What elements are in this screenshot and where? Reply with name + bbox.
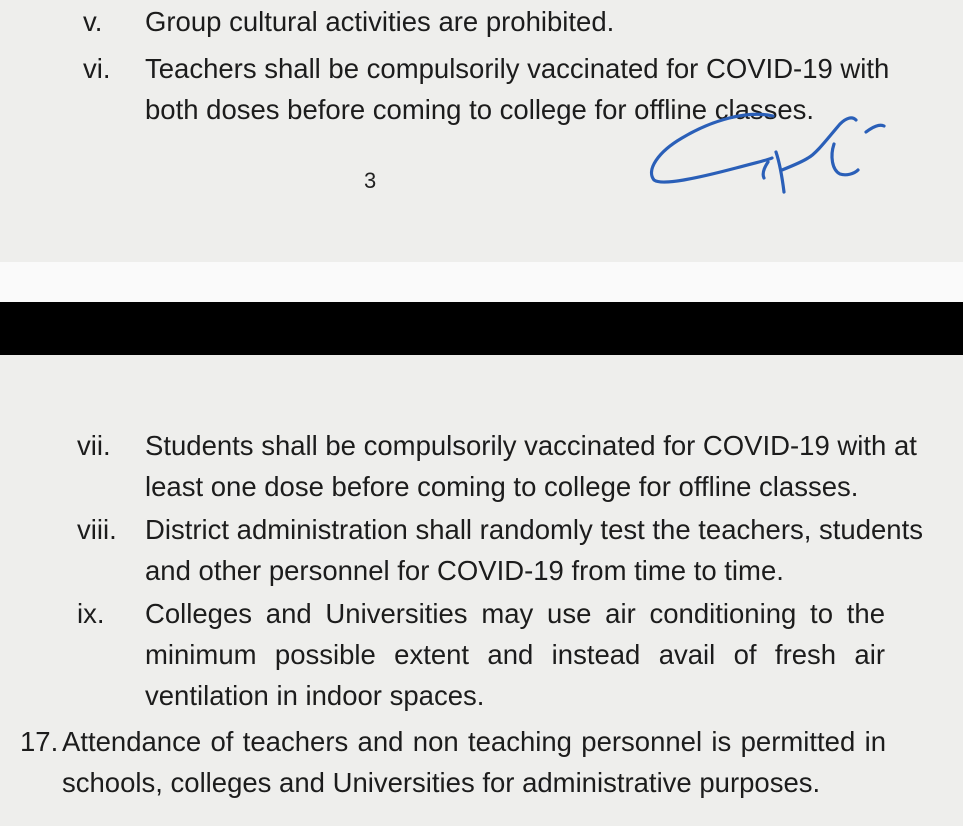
item-numeral: v. [83,6,103,37]
item-text [145,1,885,42]
text-line: and other personnel for COVID-19 from time to time. [145,555,784,586]
text-line: ventilation in indoor spaces. [145,680,485,711]
item-numeral: vii. [77,430,111,461]
text-line: Group cultural activities are prohibited. [145,6,615,37]
redaction-band [0,302,963,355]
text-line: Colleges and Universities may use air conditioning to the [145,598,885,629]
paragraph-number: 17. [20,726,59,757]
text-line: Teachers shall be compulsorily vaccinated for COVID-19 with [145,53,890,84]
item-numeral: viii. [77,514,117,545]
text-line: minimum possible extent and instead avail of fresh air [145,639,885,670]
paragraph-text [62,721,886,803]
item-text [145,593,885,716]
text-line: Students shall be compulsorily vaccinated for COVID-19 with at [145,430,917,461]
page-4-sheet [0,355,963,826]
item-text [145,425,917,507]
handwritten-signature [640,108,890,208]
item-numeral: vi. [83,53,111,84]
item-numeral: ix. [77,598,105,629]
text-line: least one dose before coming to college for offline classes. [145,471,859,502]
page-gap [0,262,963,302]
page-number: 3 [364,168,377,193]
text-line: Attendance of teachers and non teaching personnel is permitted in [62,726,886,757]
text-line: both doses before coming to college for offline classes. [145,94,815,125]
page-3-sheet [0,0,963,262]
text-line: schools, colleges and Universities for administrative purposes. [62,767,821,798]
text-line: District administration shall randomly test the teachers, students [145,514,923,545]
item-text [145,509,923,591]
